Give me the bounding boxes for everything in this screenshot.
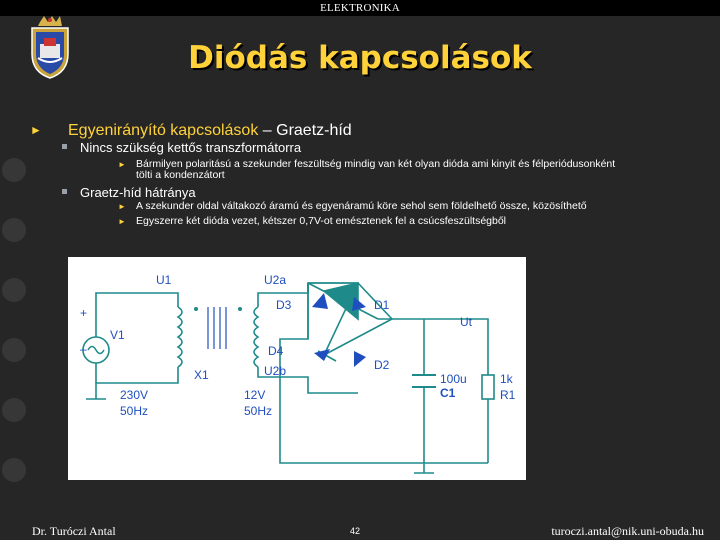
label-r-name: R1 xyxy=(500,388,516,402)
footer-author: Dr. Turóczi Antal xyxy=(32,524,116,538)
label-d4: D4 xyxy=(268,344,284,358)
label-secondary-voltage: 12V xyxy=(244,388,266,402)
label-x1: X1 xyxy=(194,368,209,382)
label-c-value: 100u xyxy=(440,372,467,386)
diode-d2 xyxy=(354,351,366,367)
label-u1: U1 xyxy=(156,273,172,287)
detail-bullet-1-line1: Bármilyen polaritású a szekunder feszültség mindig van két olyan dióda ami kinyit és félperiódusonként xyxy=(136,158,616,170)
heading-main: Egyenirányító kapcsolások xyxy=(68,122,259,139)
background-watermark-icon xyxy=(0,150,32,530)
detail-bullet-1-line2: tölti a kondenzátort xyxy=(136,169,225,181)
label-c-name: C1 xyxy=(440,386,456,400)
label-minus: – xyxy=(80,342,87,356)
label-plus: + xyxy=(80,306,88,320)
label-d3: D3 xyxy=(276,298,292,312)
header-subject: ELEKTRONIKA xyxy=(320,2,400,14)
label-d1: D1 xyxy=(374,298,390,312)
detail-bullet-3-text: Egyszerre két dióda vezet, kétszer 0,7V-ot emésztenek fel a csúcsfeszültségből xyxy=(136,215,507,227)
arrow-bullet-icon: ► xyxy=(118,202,126,211)
sub-bullet-2-text: Graetz-híd hátránya xyxy=(80,185,196,200)
label-primary-voltage: 230V xyxy=(120,388,149,402)
arrow-bullet-icon: ► xyxy=(118,160,126,169)
arrow-bullet-icon: ► xyxy=(30,123,42,137)
label-u2a: U2a xyxy=(264,273,287,287)
label-primary-freq: 50Hz xyxy=(120,404,149,418)
capacitor-c1 xyxy=(412,375,436,387)
diode-d1 xyxy=(352,297,366,311)
sub-bullet-1-text: Nincs szükség kettős transzformátorra xyxy=(80,140,302,155)
wire-primary-top xyxy=(96,293,178,337)
transformer-symbol xyxy=(178,307,258,367)
footer-page-number: 42 xyxy=(350,526,361,536)
dot-markers xyxy=(194,307,242,311)
label-u2b: U2b xyxy=(264,364,287,378)
graetz-bridge-circuit-diagram xyxy=(68,257,526,480)
label-secondary-freq: 50Hz xyxy=(244,404,273,418)
slide-title: Diódás kapcsolások xyxy=(188,40,532,76)
arrow-bullet-icon: ► xyxy=(118,217,126,226)
heading-sep: – Graetz-híd xyxy=(258,122,352,139)
label-ut: Ut xyxy=(460,315,472,329)
resistor-r1 xyxy=(482,375,494,399)
header-bar xyxy=(0,0,720,16)
square-bullet-icon xyxy=(62,144,67,149)
wire-primary-bottom xyxy=(96,363,178,383)
diode-d3 xyxy=(312,293,328,309)
footer-email: turoczi.antal@nik.uni-obuda.hu xyxy=(551,524,704,538)
label-r-value: 1k xyxy=(500,372,513,386)
detail-bullet-2-text: A szekunder oldal váltakozó áramú és egyenáramú köre sehol sem földelhető össze, közösíthető xyxy=(136,200,587,212)
label-d2: D2 xyxy=(374,358,390,372)
diode-d4 xyxy=(314,349,330,361)
square-bullet-icon xyxy=(62,189,67,194)
label-v1: V1 xyxy=(110,328,125,342)
